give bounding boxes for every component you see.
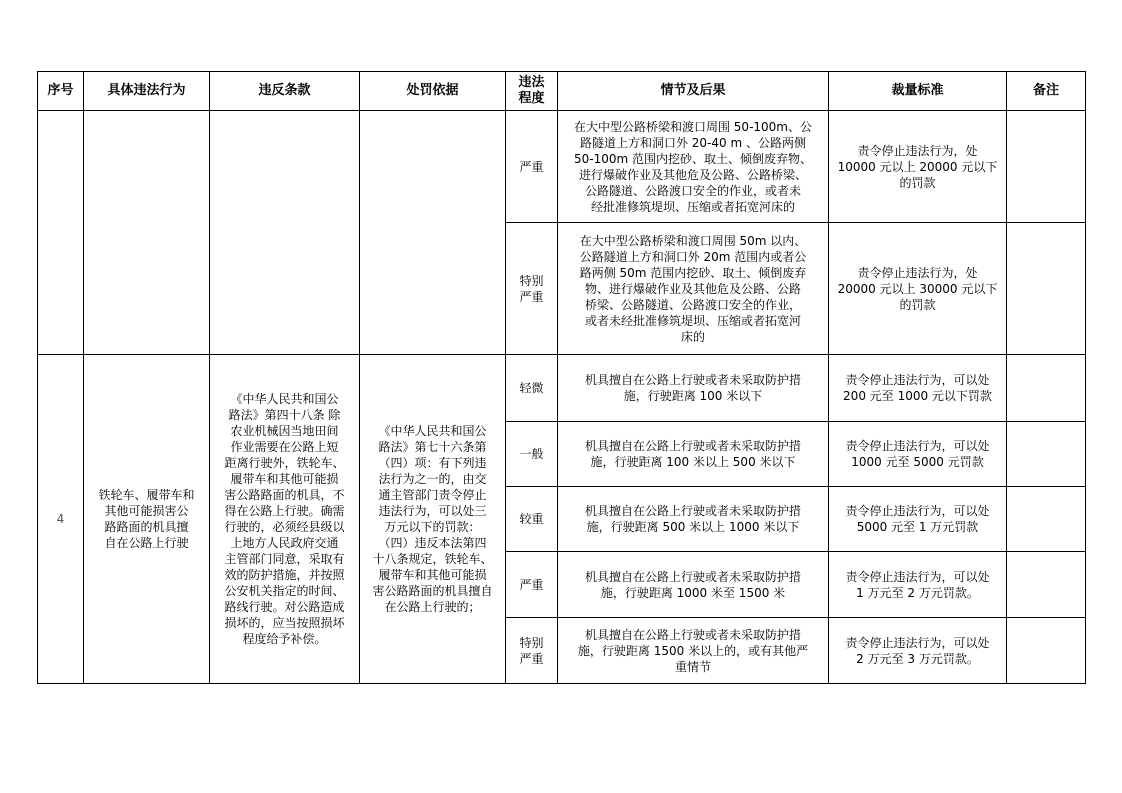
note-cell	[1007, 223, 1086, 355]
standard-cell: 责令停止违法行为，处 20000 元以上 30000 元以下 的罚款	[829, 223, 1007, 355]
standard-cell: 责令停止违法行为，可以处 2 万元至 3 万元罚款。	[829, 618, 1007, 684]
note-cell	[1007, 355, 1086, 422]
header-circumstances: 情节及后果	[558, 72, 829, 111]
degree-cell: 特别 严重	[506, 618, 558, 684]
header-clause: 违反条款	[210, 72, 360, 111]
penalty-discretion-table	[37, 71, 1086, 684]
basis-cell: 《中华人民共和国公 路法》第七十六条第 （四）项：有下列违 法行为之一的，由交 通主管部门责令停止 违法行为，可以处三 万元以下的罚款： （四）违反本法第四 十八条规定，铁轮车、 履带车和其他可能损 害公路路面的机具擅自 在公路上行驶的；	[360, 355, 506, 684]
note-cell	[1007, 487, 1086, 552]
header-row	[38, 72, 1086, 111]
header-note: 备注	[1007, 72, 1086, 111]
note-cell	[1007, 618, 1086, 684]
header-basis: 处罚依据	[360, 72, 506, 111]
note-cell	[1007, 111, 1086, 223]
degree-cell: 严重	[506, 552, 558, 618]
degree-cell: 轻微	[506, 355, 558, 422]
behavior-cell-empty	[84, 111, 210, 355]
standard-cell: 责令停止违法行为，可以处 1 万元至 2 万元罚款。	[829, 552, 1007, 618]
seq-cell: 4	[38, 355, 84, 684]
clause-cell-empty	[210, 111, 360, 355]
circumstances-cell: 在大中型公路桥梁和渡口周围 50m 以内、 公路隧道上方和洞口外 20m 范围内或者公 路两侧 50m 范围内挖砂、取土、倾倒废弃 物、进行爆破作业及其他危及公路、公路 桥梁、公路隧道、公路渡口安全的作业， 或者未经批准修筑堤坝、压缩或者拓宽河 床的	[558, 223, 829, 355]
circumstances-cell: 机具擅自在公路上行驶或者未采取防护措 施，行驶距离 1000 米至 1500 米	[558, 552, 829, 618]
degree-cell: 一般	[506, 422, 558, 487]
header-seq: 序号	[38, 72, 84, 111]
basis-cell-empty	[360, 111, 506, 355]
clause-cell: 《中华人民共和国公 路法》第四十八条 除 农业机械因当地田间 作业需要在公路上短 距离行驶外，铁轮车、 履带车和其他可能损 害公路路面的机具，不 得在公路上行驶。确需 行驶的，必须经县级以 上地方人民政府交通 主管部门同意，采取有 效的防护措施，并按照 公安机关指定的时间、 路线行驶。对公路造成 损坏的，应当按照损坏 程度给予补偿。	[210, 355, 360, 684]
note-cell	[1007, 552, 1086, 618]
circumstances-cell: 在大中型公路桥梁和渡口周围 50-100m、公 路隧道上方和洞口外 20-40 m 、公路两侧 50-100m 范围内挖砂、取土、倾倒废弃物、 进行爆破作业及其他危及公路、公路桥梁、 公路隧道、公路渡口安全的作业，或者未 经批准修筑堤坝、压缩或者拓宽河床的	[558, 111, 829, 223]
header-degree: 违法 程度	[506, 72, 558, 111]
degree-cell: 严重	[506, 111, 558, 223]
standard-cell: 责令停止违法行为，可以处 200 元至 1000 元以下罚款	[829, 355, 1007, 422]
circumstances-cell: 机具擅自在公路上行驶或者未采取防护措 施，行驶距离 500 米以上 1000 米以下	[558, 487, 829, 552]
header-behavior: 具体违法行为	[84, 72, 210, 111]
table-row	[38, 355, 1086, 422]
degree-cell: 特别 严重	[506, 223, 558, 355]
circumstances-cell: 机具擅自在公路上行驶或者未采取防护措 施，行驶距离 1500 米以上的，或有其他严 重情节	[558, 618, 829, 684]
circumstances-cell: 机具擅自在公路上行驶或者未采取防护措 施，行驶距离 100 米以上 500 米以下	[558, 422, 829, 487]
behavior-cell: 铁轮车、履带车和 其他可能损害公 路路面的机具擅 自在公路上行驶	[84, 355, 210, 684]
standard-cell: 责令停止违法行为，可以处 5000 元至 1 万元罚款	[829, 487, 1007, 552]
standard-cell: 责令停止违法行为，处 10000 元以上 20000 元以下 的罚款	[829, 111, 1007, 223]
degree-cell: 较重	[506, 487, 558, 552]
circumstances-cell: 机具擅自在公路上行驶或者未采取防护措 施，行驶距离 100 米以下	[558, 355, 829, 422]
table-row	[38, 111, 1086, 223]
seq-cell-empty	[38, 111, 84, 355]
note-cell	[1007, 422, 1086, 487]
header-standard: 裁量标准	[829, 72, 1007, 111]
standard-cell: 责令停止违法行为，可以处 1000 元至 5000 元罚款	[829, 422, 1007, 487]
